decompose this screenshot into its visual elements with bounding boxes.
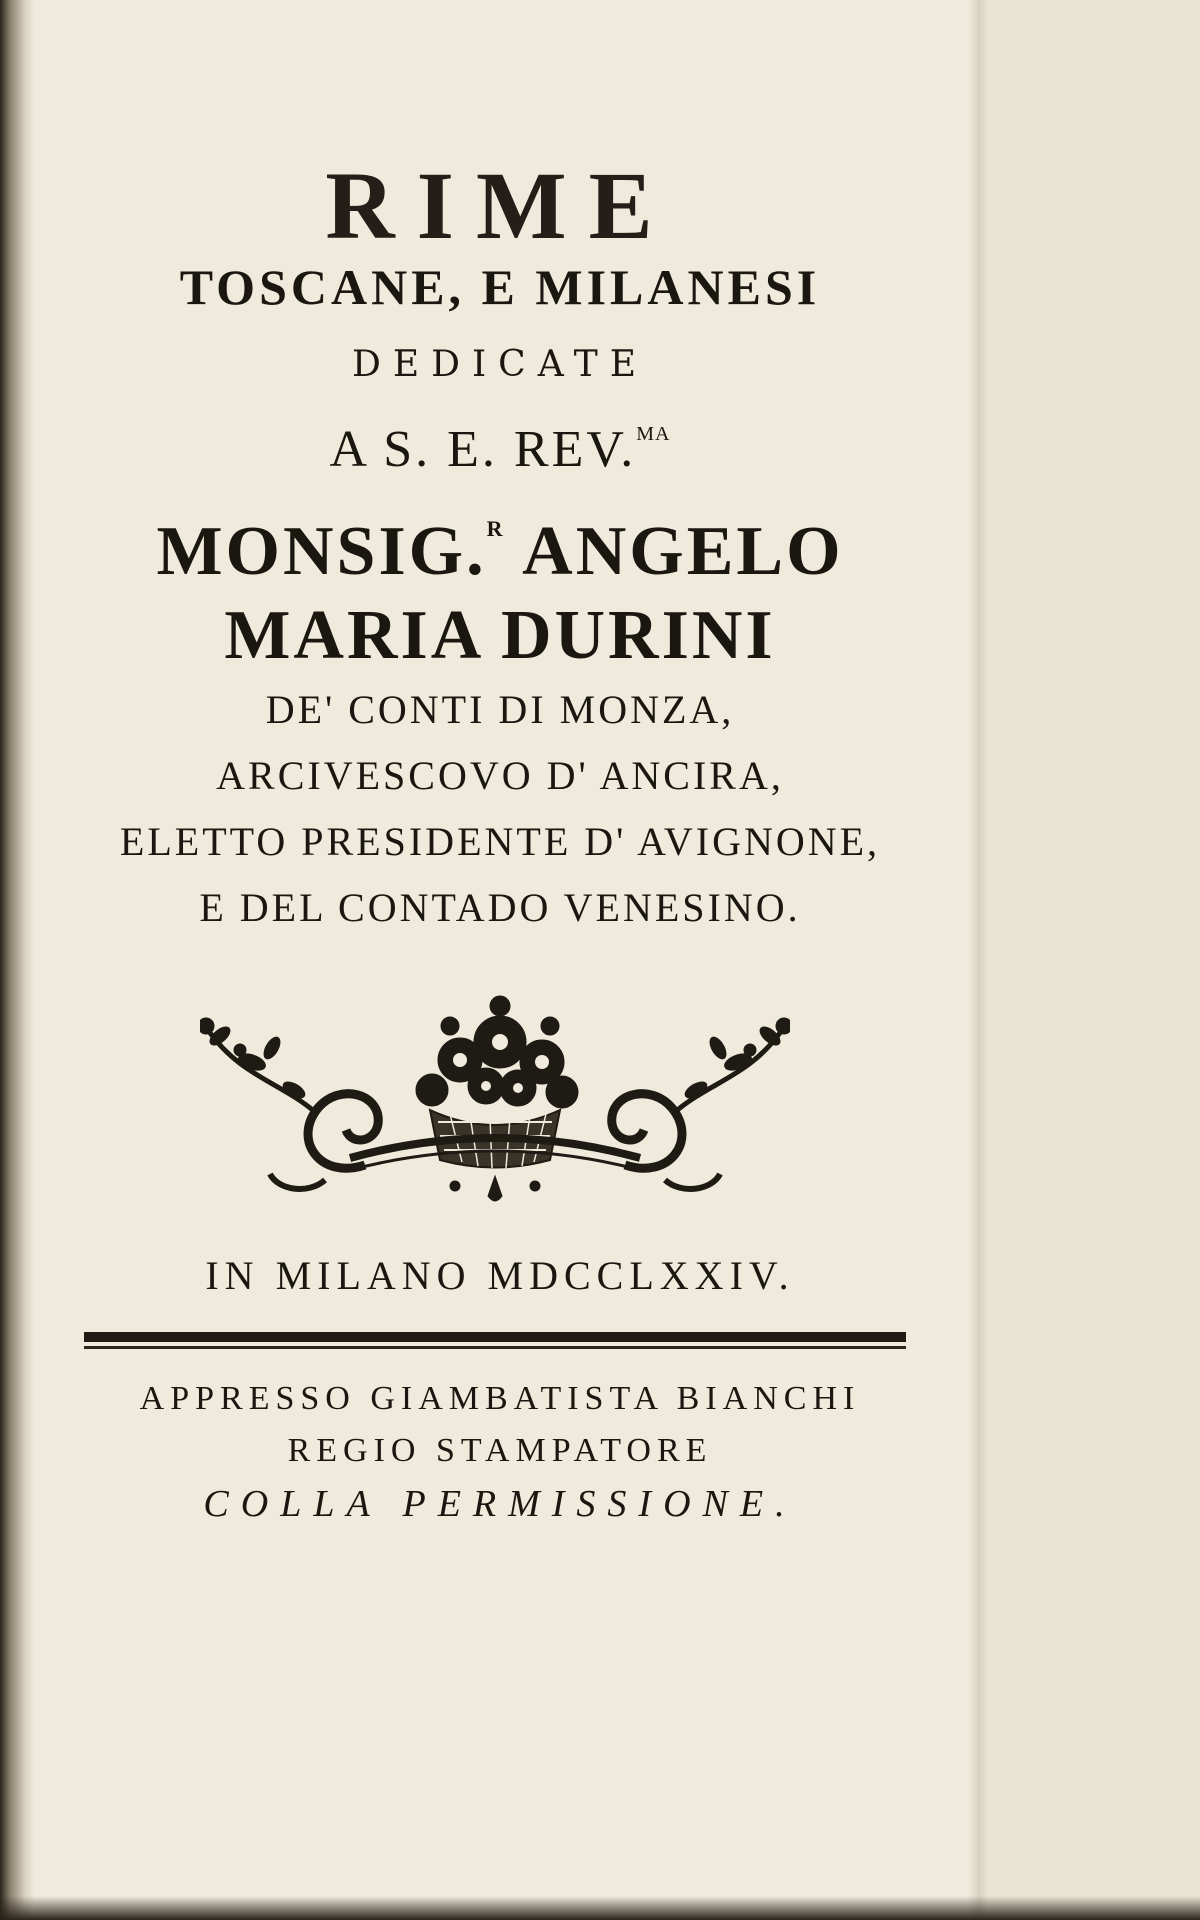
divider-rule-thick [84, 1332, 906, 1342]
page-crease [968, 0, 988, 1920]
permission-notice: COLLA PERMISSIONE. [203, 1483, 797, 1525]
divider-rule-thin [84, 1346, 906, 1349]
dedicatee-name-line1 [60, 512, 940, 592]
floral-basket-ornament-icon [200, 990, 790, 1210]
honorific: MONSIG. [156, 513, 487, 590]
dedicatee-prefix-text: A S. E. REV. [329, 421, 637, 478]
dedicatee-prefix-superscript: MA [636, 423, 671, 445]
dedicatee-prefix [60, 420, 940, 479]
dedicatee-office-line: ARCIVESCOVO D' ANCIRA, [216, 753, 784, 798]
dedicatee-family-line: DE' CONTI DI MONZA, [265, 687, 735, 732]
facing-page-tone [978, 0, 1200, 1920]
imprint-place-date: IN MILANO MDCCLXXIV. [205, 1253, 795, 1298]
printer-title: REGIO STAMPATORE [287, 1432, 713, 1469]
dedication-word: DEDICATE [351, 344, 649, 385]
dedicatee-name-line2: MARIA DURINI [224, 597, 776, 674]
book-title: RIME [325, 152, 675, 259]
printer-name: APPRESSO GIAMBATISTA BIANCHI [139, 1380, 861, 1417]
page-bottom-edge [0, 1896, 1200, 1920]
binding-shadow [0, 0, 34, 1920]
dedicatee-appointment-line: ELETTO PRESIDENTE D' AVIGNONE, [119, 819, 881, 864]
honorific-superscript: R [486, 516, 506, 541]
dedicatee-territory-line: E DEL CONTADO VENESINO. [199, 885, 801, 930]
first-name: ANGELO [505, 513, 844, 590]
book-subtitle: TOSCANE, E MILANESI [179, 259, 821, 315]
